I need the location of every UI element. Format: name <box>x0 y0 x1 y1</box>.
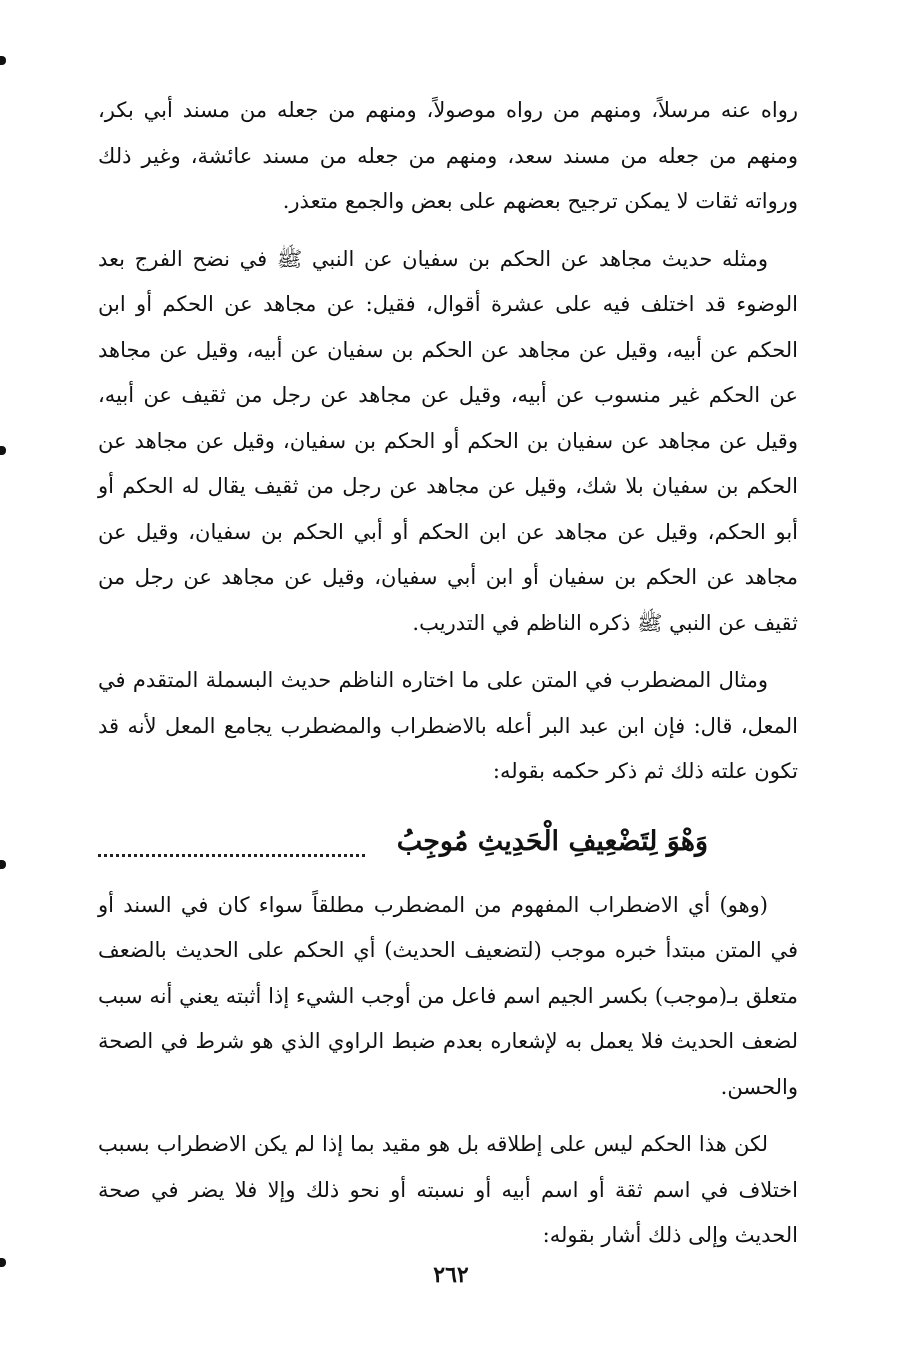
paragraph: ومثال المضطرب في المتن على ما اختاره الناظم حديث البسملة المتقدم في المعل، قال: فإن ابن عبد البر أعله بالاضطراب والمضطرب يجامع المعل لأنه قد تكون علته ذلك ثم ذكر حكمه بقوله: <box>98 668 798 783</box>
commentary-paragraph: (وهو) أي الاضطراب المفهوم من المضطرب مطلقاً سواء كان في السند أو في المتن مبتدأ خبره موجب (لتضعيف الحديث) أي الحكم على الحديث بالضعف متعلق بـ(موجب) بكسر الجيم اسم فاعل من أوجب الشيء إذا أثبته يعني أنه سبب لضعف الحديث فلا يعمل به لإشعاره بعدم ضبط الراوي الذي هو شرط في الصحة والحسن. <box>98 892 798 1099</box>
page-number: ٢٦٢ <box>433 1262 469 1288</box>
verse-text: وَهْوَ لِتَضْعِيفِ الْحَدِيثِ مُوجِبُ <box>396 825 708 857</box>
verse-line <box>98 807 798 865</box>
verse-dotted-leader <box>98 854 365 857</box>
commentary-paragraph: لكن هذا الحكم ليس على إطلاقه بل هو مقيد بما إذا لم يكن الاضطراب بسبب اختلاف في اسم ثقة أو اسم أبيه أو نسبته أو نحو ذلك وإلا فلا يضر في صحة الحديث وإلى ذلك أشار بقوله: <box>98 1132 798 1247</box>
scan-edge-mark <box>0 860 6 869</box>
paragraph: رواه عنه مرسلاً، ومنهم من رواه موصولاً، ومنهم من جعله من مسند أبي بكر، ومنهم من جعله من مسند سعد، ومنهم من جعله من مسند عائشة، وغير ذلك ورواته ثقات لا يمكن ترجيح بعضهم على بعض والجمع متعذر. <box>98 98 798 213</box>
page-body <box>98 88 798 1288</box>
scan-edge-mark <box>0 56 6 65</box>
scan-edge-mark <box>0 446 6 455</box>
paragraph: ومثله حديث مجاهد عن الحكم بن سفيان عن النبي ﷺ في نضح الفرج بعد الوضوء قد اختلف فيه على عشرة أقوال، فقيل: عن مجاهد عن الحكم أو ابن الحكم عن أبيه، وقيل عن مجاهد عن الحكم بن سفيان عن أبيه، وقيل عن مجاهد عن الحكم غير منسوب عن أبيه، وقيل عن مجاهد عن رجل من ثقيف عن أبيه، وقيل عن مجاهد عن سفيان بن الحكم أو الحكم بن سفيان، وقيل عن مجاهد عن الحكم بن سفيان بلا شك، وقيل عن مجاهد عن رجل من ثقيف يقال له الحكم أو أبو الحكم، وقيل عن مجاهد عن ابن الحكم أو أبي الحكم بن سفيان، وقيل عن مجاهد عن الحكم بن سفيان أو ابن أبي سفيان، وقيل عن مجاهد عن رجل من ثقيف عن النبي ﷺ ذكره الناظم في التدريب. <box>98 246 798 635</box>
